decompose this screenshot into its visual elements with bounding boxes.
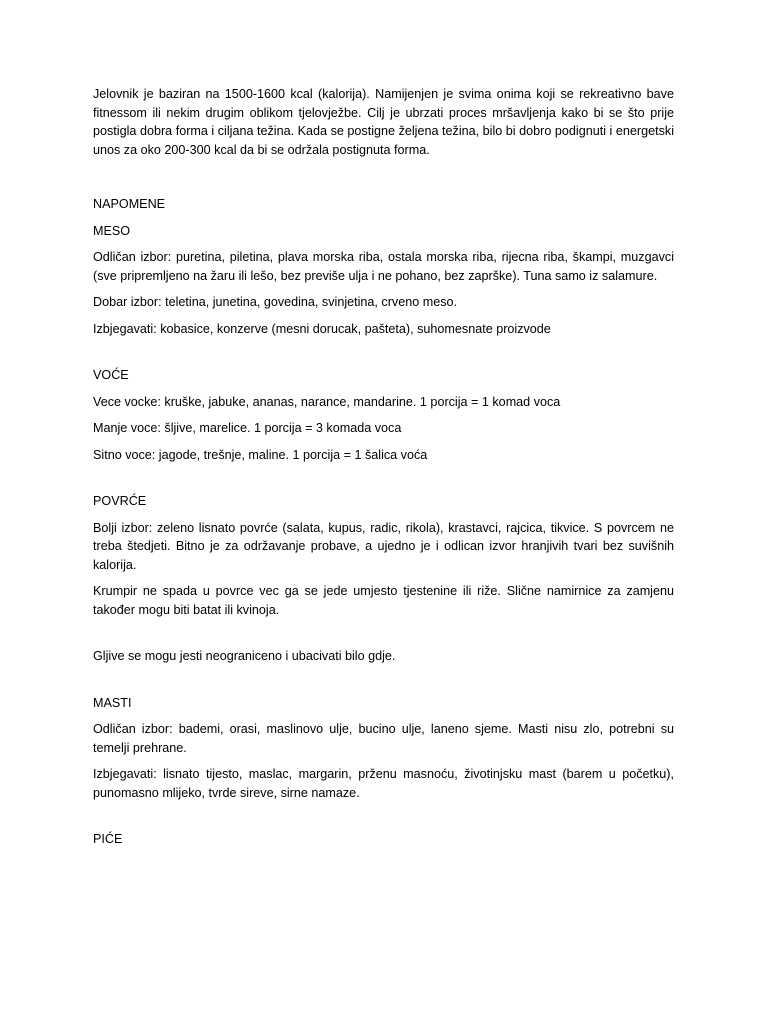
meso-dobar-izbor: Dobar izbor: teletina, junetina, govedina, svinjetina, crveno meso. (93, 295, 458, 309)
meso-heading: MESO (93, 223, 131, 238)
povrce-gljive: Gljive se mogu jesti neograniceno i ubacivati bilo gdje. (93, 649, 396, 663)
meso-izbjegavati: Izbjegavati: kobasice, konzerve (mesni dorucak, pašteta), suhomesnate proizvode (93, 321, 551, 336)
meso-odlican-izbor: Odličan izbor: puretina, piletina, plava morska riba, ostala morska riba, rijecna riba, škampi, muzgavci (sve pripremljeno na žaru ili lešo, bez previše ulja i ne pohano, bez zaprške). Tuna samo iz salamure. (93, 250, 674, 283)
intro-paragraph: Jelovnik je baziran na 1500-1600 kcal (kalorija). Namijenjen je svima onima koji se rekreativno bave fitnessom ili nekim drugim oblikom tjelovježbe. Cilj je ubrzati proces mršavljenja kako bi se što prije postigla dobra forma i ciljana težina. Kada se postigne željena težina, bilo bi dobro podignuti i energetski unos za oko 200-300 kcal da bi se održala postignuta forma. (93, 87, 674, 157)
povrce-heading: POVRĆE (93, 494, 147, 508)
masti-odlican-izbor: Odličan izbor: bademi, orasi, maslinovo ulje, bucino ulje, laneno sjeme. Masti nisu zlo, potrebni su temelji prehrane. (93, 722, 674, 755)
voce-heading: VOĆE (93, 368, 129, 382)
voce-sitno: Sitno voce: jagode, trešnje, maline. 1 porcija = 1 šalica voća (93, 447, 428, 462)
pice-heading: PIĆE (93, 832, 123, 846)
masti-heading: MASTI (93, 695, 132, 710)
povrce-krumpir: Krumpir ne spada u povrce vec ga se jede umjesto tjestenine ili riže. Slične namirnice za zamjenu također mogu biti batat ili kvinoja. (93, 584, 674, 617)
masti-izbjegavati: Izbjegavati: lisnato tijesto, maslac, margarin, prženu masnoću, životinjsku mast (barem u početku), punomasno mlijeko, tvrde sireve, sirne namaze. (93, 767, 674, 800)
voce-vece: Vece vocke: kruške, jabuke, ananas, narance, mandarine. 1 porcija = 1 komad voca (93, 394, 561, 409)
povrce-bolji-izbor: Bolji izbor: zeleno lisnato povrće (salata, kupus, radic, rikola), krastavci, rajcica, tikvice. S povrcem ne treba štedjeti. Bitno je za održavanje probave, a ujedno je i odlican izvor hranjivih tvari bez suvišnih kalorija. (93, 520, 674, 572)
voce-manje: Manje voce: šljive, marelice. 1 porcija = 3 komada voca (93, 421, 402, 435)
napomene-heading: NAPOMENE (93, 197, 166, 211)
document-body (93, 85, 674, 857)
